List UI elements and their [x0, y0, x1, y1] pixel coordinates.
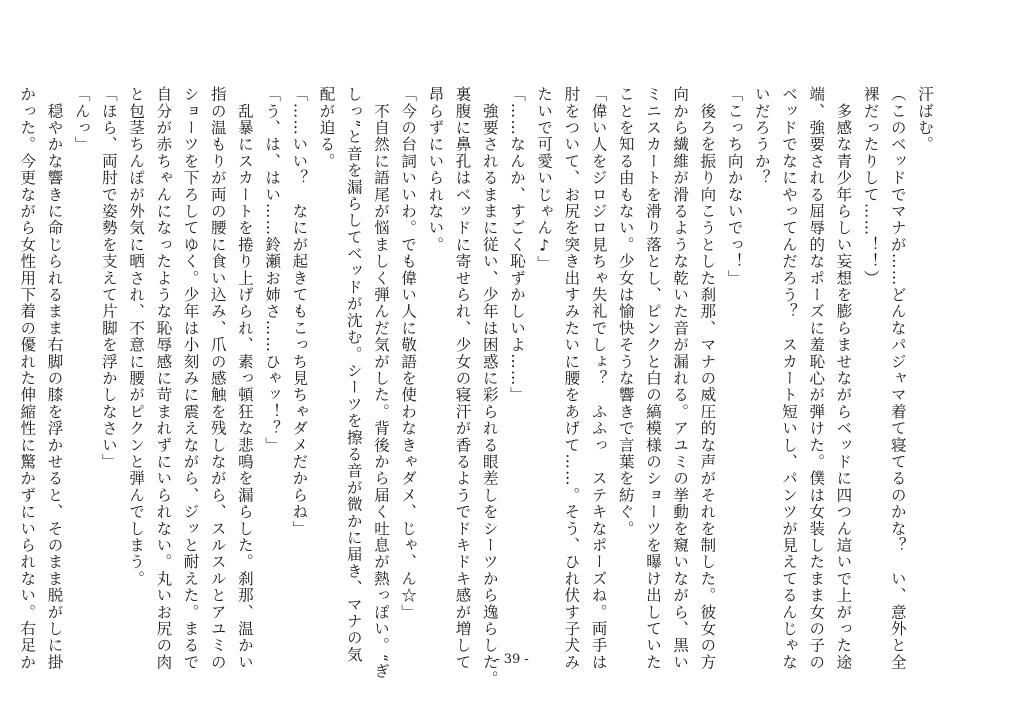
- text-line: 昂らずにいられない。: [426, 86, 445, 253]
- text-line: 自分が赤ちゃんになったような恥辱感に苛まれずにいられない。丸いお尻の肉: [154, 86, 173, 671]
- text-line: 乱暴にスカートを捲り上げられ、素っ頓狂な悲鳴を漏らした。刹那、温かい: [235, 86, 254, 671]
- text-line: 向から繊維が滑るような乾いた音が漏れる。アユミの挙動を窺いながら、黒い: [671, 86, 690, 671]
- text-line: 端、強要される屈辱的なポーズに羞恥心が弾けた。僕は女装したまま女の子の: [807, 86, 826, 671]
- text-line: ミニスカートを滑り落とし、ピンクと白の縞模様のショーツを曝け出していた: [643, 86, 662, 671]
- text-line: 後ろを振り向こうとした刹那、マナの威圧的な声がそれを制した。彼女の方: [698, 86, 717, 671]
- text-line: 「……なんか、すごく恥ずかしいよ……」: [507, 86, 526, 404]
- text-line: 「今の台詞いいわ。でも偉い人に敬語を使わなきゃダメ、じゃ、ん☆」: [399, 86, 418, 621]
- text-line: 裸だったりして……！！）: [861, 86, 880, 287]
- text-line: ことを知る由もない。少女は愉快そうな響きで言葉を紡ぐ。: [616, 86, 635, 537]
- text-line: かった。今更ながら女性用下着の優れた伸縮性に驚かずにいられない。右足か: [18, 86, 37, 671]
- text-line: 配が迫る。: [317, 86, 336, 170]
- text-line: （このベッドでマナが……どんなパジャマ着て寝てるのかな？ い、意外と全: [888, 86, 907, 671]
- text-line: 「ほら、両肘で姿勢を支えて片脚を浮かしなさい」: [99, 86, 118, 471]
- text-line: 穏やかな響きに命じられるまま右脚の膝を浮かせると、そのまま脱がしに掛: [45, 86, 64, 671]
- text-line: 肘をついて、お尻を突き出すみたいに腰をあげて……。そう、ひれ伏す子犬み: [562, 86, 581, 671]
- text-line: たいで可愛いじゃん♪」: [535, 86, 554, 273]
- text-line: ベッドでなにやってんだろう？ スカート短いし、パンツが見えてるんじゃな: [779, 86, 798, 671]
- text-line: 強要されるままに従い、少年は困惑に彩られる眼差しをシーツから逸らした。: [480, 86, 499, 688]
- text-line: 多感な青少年らしい妄想を膨らませながらベッドに四つん這いで上がった途: [834, 86, 853, 671]
- text-line: 裏腹に鼻孔はベッドに寄せられ、少女の寝汗が香るようでドキドキ感が増して: [453, 86, 472, 671]
- text-line: いだろうか？: [752, 86, 771, 187]
- text-line: 汗ばむ。: [916, 86, 934, 153]
- text-line: と包茎ちんぽが外気に晒され、不意に腰がピクンと弾んでしまう。: [127, 86, 146, 587]
- text-line: 「偉い人をジロジロ見ちゃ失礼でしょ？ ふふっ ステキなポーズね。両手は: [589, 86, 608, 671]
- text-line: 不自然に語尾が悩ましく弾んだ気がした。背後から届く吐息が熱っぽい。“ぎ: [371, 86, 390, 680]
- text-line: しっ”と音を漏らしてベッドが沈む。シーツを擦る音が微かに届き、マナの気: [344, 86, 363, 663]
- text-line: 指の温もりが両の腰に食い込み、爪の感触を残しながら、スルスルとアユミの: [208, 86, 227, 671]
- text-line: ショーツを下ろしてゆく。少年は小刻みに震えながら、ジッと耐えた。まるで: [181, 86, 200, 671]
- page-number: - 39 -: [495, 652, 529, 667]
- text-line: 「……いい？ なにが起きてもこっち見ちゃダメだからね」: [290, 86, 309, 537]
- text-line: 「う、は、はい……鈴瀬お姉さ……ひゃッ！？」: [263, 86, 282, 454]
- text-line: 「こっち向かないでっ！」: [725, 86, 744, 287]
- text-line: 「んっ」: [72, 86, 91, 153]
